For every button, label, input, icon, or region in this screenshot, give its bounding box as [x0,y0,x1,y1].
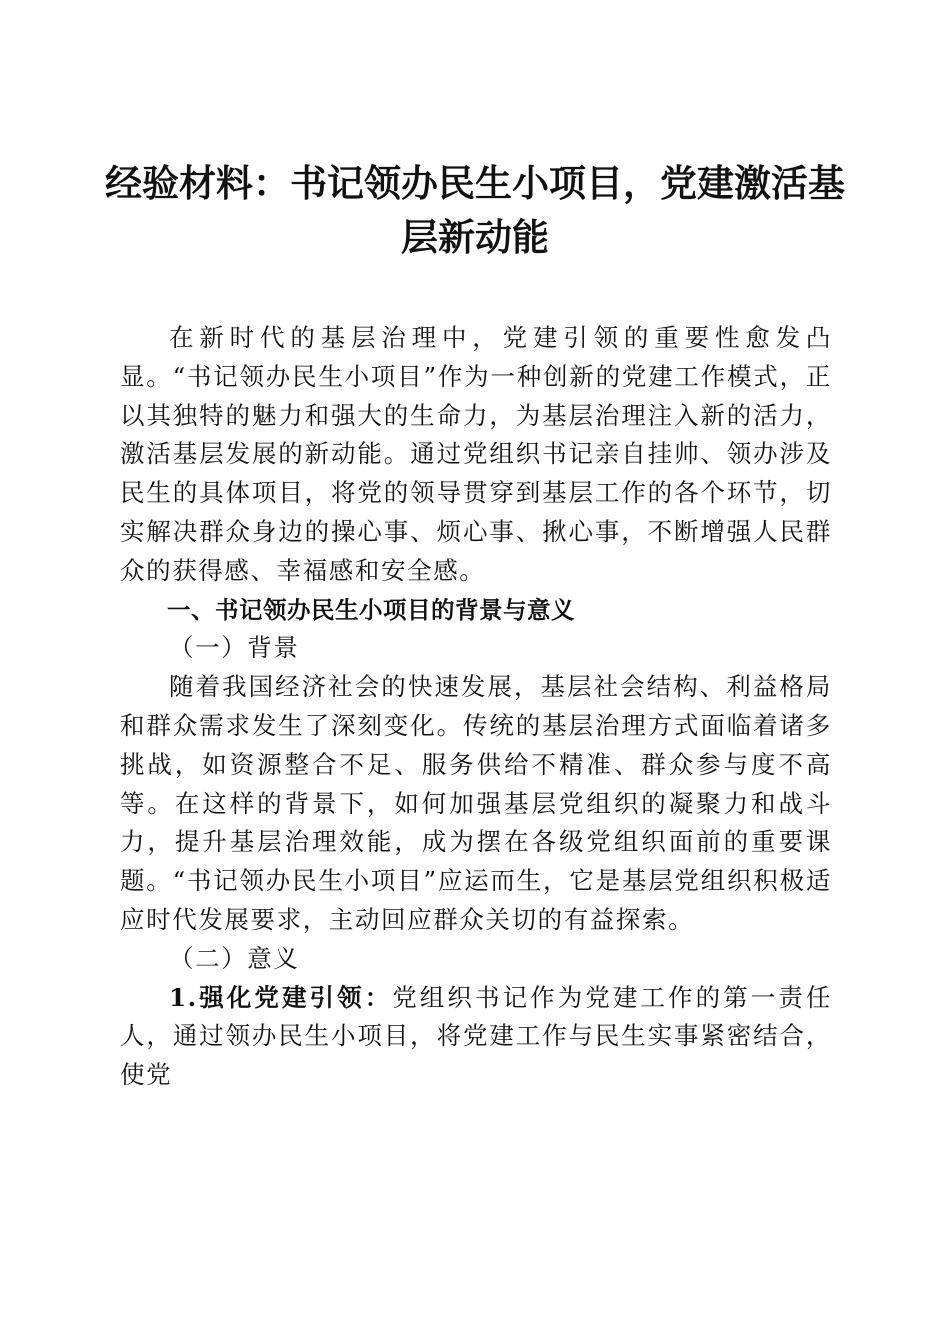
significance-item-1-lead: 1.强化党建引领： [169,982,393,1012]
background-paragraph: 随着我国经济社会的快速发展，基层社会结构、利益格局和群众需求发生了深刻变化。传统的基层治理方式面临着诸多挑战，如资源整合不足、服务供给不精准、群众参与度不高等。在这样的背景下，如何加强基层党组织的凝聚力和战斗力，提升基层治理效能，成为摆在各级党组织面前的重要课题。“书记领办民生小项目”应运而生，它是基层党组织积极适应时代发展要求，主动回应群众关切的有益探索。 [120,672,832,934]
document-body [120,319,832,1095]
subsection-heading-significance: （二）意义 [169,943,300,973]
document-title: 经验材料：书记领办民生小项目，党建激活基层新动能 [105,161,845,259]
section-heading-1: 一、书记领办民生小项目的背景与意义 [167,595,575,624]
subsection-heading-background: （一）背景 [169,633,300,663]
significance-item-1-text: 党组织书记作为党建工作的第一责任人，通过领办民生小项目，将党建工作与民生实事紧密结合，使党 [120,982,832,1090]
intro-paragraph: 在新时代的基层治理中，党建引领的重要性愈发凸显。“书记领办民生小项目”作为一种创新的党建工作模式，正以其独特的魅力和强大的生命力，为基层治理注入新的活力，激活基层发展的新动能。通过党组织书记亲自挂帅、领办涉及民生的具体项目，将党的领导贯穿到基层工作的各个环节，切实解决群众身边的操心事、烦心事、揪心事，不断增强人民群众的获得感、幸福感和安全感。 [120,323,832,585]
significance-item-1 [120,979,832,1095]
